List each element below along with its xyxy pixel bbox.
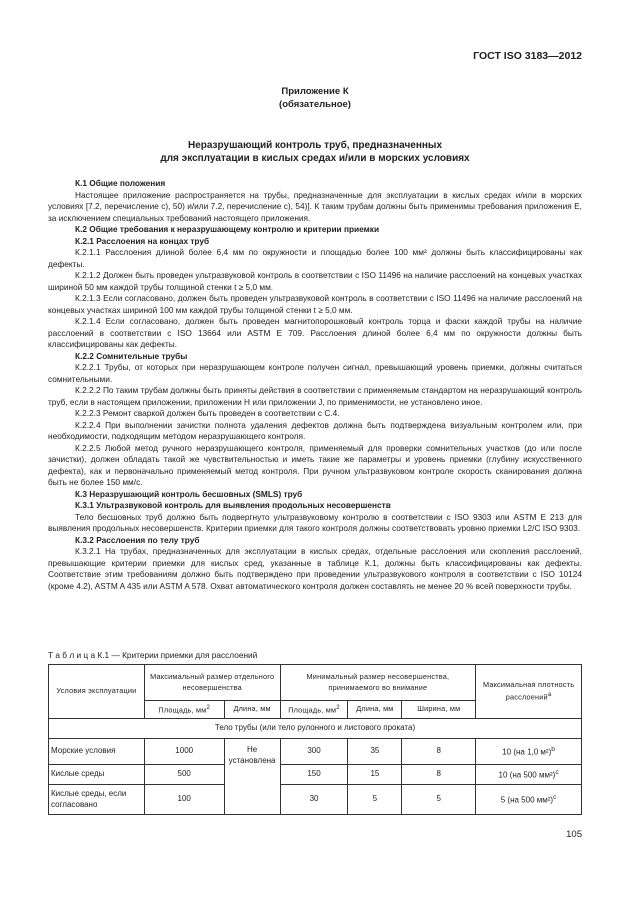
- acceptance-criteria-table: [48, 664, 582, 815]
- clause-heading: К.2.1 Расслоения на концах труб: [75, 235, 210, 246]
- min-area-cell: 300: [280, 739, 348, 765]
- paragraph: К.2.2.3 Ремонт сваркой должен быть проведен в соответствии с С.4.: [75, 408, 340, 418]
- header-max-size: Максимальный размер отдельного несовершенства: [144, 665, 280, 701]
- clause-heading: К.3.1 Ультразвуковой контроль для выявления продольных несовершенств: [75, 500, 391, 510]
- paragraph: Тело бесшовных труб должно быть подвергнуто ультразвуковому контролю в соответствии с ISO 9303 или ASTM E 213 для выявления продольных несовершенств. Критерии приемки для такого контроля должны соответствовать уровню приемки L2/C ISO 9303.: [48, 511, 582, 533]
- annex-title: Приложение К: [281, 86, 349, 97]
- paragraph: К.2.1.3 Если согласовано, должен быть проведен ультразвуковой контроль в соответствии с ISO 11496 на наличие расслоений на концевых участках шириной 100 мм каждой трубы толщиной стенки t ≥ 5,0 мм.: [48, 293, 582, 315]
- header-area: Площадь, $мм^2$: [144, 701, 224, 719]
- header-density: Максимальная плотность расслоений$^a$: [476, 665, 582, 719]
- header-area-min: Площадь, $мм^2$: [280, 701, 348, 719]
- density-cell: 10 (на 1,0 м²)$^b$: [476, 739, 582, 765]
- clause-heading: К.2 Общие требования к неразрушающему контролю и критерии приемки: [75, 224, 380, 234]
- paragraph: К.2.2.2 По таким трубам должны быть приняты действия в соответствии с применяемым стандартом на неразрушающий контроль труб, если в настоящем приложении, приложении Н или приложении J, по применимости, не установлено иное.: [48, 385, 582, 407]
- header-length: Длина, мм: [224, 701, 280, 719]
- clause-heading: К.1 Общие положения: [75, 178, 166, 188]
- header-length-min: Длина, мм: [348, 701, 402, 719]
- table-row: [49, 765, 582, 785]
- min-length-cell: 15: [348, 765, 402, 785]
- min-length-cell: 5: [348, 785, 402, 815]
- clause-heading: К.3.2 Расслоения по телу труб: [75, 534, 200, 545]
- paragraph: К.2.2.5 Любой метод ручного неразрушающего контроля, применяемый для проверки сомнительных участков (до или после зачистки), должен обладать такой же чувствительностью и иметь такие же параметры и уровень приемки (глубину искусственного дефекта), как и первоначально применяемый метод контроля. При ручном ультразвуковом контроле скорость сканирования должна быть не более 150 мм/с.: [48, 442, 582, 487]
- length-not-set: Не установлена: [224, 739, 280, 815]
- area-cell: 500: [144, 765, 224, 785]
- min-length-cell: 35: [348, 739, 402, 765]
- table-caption: Т а б л и ц а К.1 — Критерии приемки для расслоений: [48, 650, 258, 660]
- annex-status: (обязательное): [279, 99, 351, 110]
- body-text: [48, 178, 582, 592]
- paragraph: К.3.2.1 На трубах, предназначенных для эксплуатации в кислых средах, отдельные расслоения или скопления расслоений, превышающие критерии приемки для кислых сред, указанные в таблице К.1, должны быть классифицированы как дефекты. Соответствие этим требованиям должно быть подтверждено при проведении ультразвукового контроля в соответствии с ISO 10124 (кроме 4.2), ASTM A 435 или ASTM A 578. Охват автоматического контроля должен составлять не менее 20 % всей поверхности трубы.: [48, 546, 582, 591]
- condition-cell: Кислые среды: [49, 765, 145, 785]
- clause-heading: К.2.2 Сомнительные трубы: [75, 350, 188, 361]
- table-row: [49, 785, 582, 815]
- min-width-cell: 5: [402, 785, 476, 815]
- standard-header: ГОСТ ISO 3183—2012: [473, 50, 582, 62]
- section-row: Тело трубы (или тело рулонного и листового проката): [49, 719, 582, 739]
- page-number: 105: [566, 829, 582, 840]
- density-cell: 5 (на 500 мм²)$^c$: [476, 785, 582, 815]
- condition-cell: Морские условия: [49, 739, 145, 765]
- header-width: Ширина, мм: [402, 701, 476, 719]
- clause-heading: К.3 Неразрушающий контроль бесшовных (SMLS) труб: [75, 488, 303, 499]
- density-cell: 10 (на 500 мм²)$^c$: [476, 765, 582, 785]
- area-cell: 1000: [144, 739, 224, 765]
- paragraph: К.2.1.2 Должен быть проведен ультразвуковой контроль в соответствии с ISO 11496 на наличие расслоений на концевых участках шириной 50 мм каждой трубы толщиной стенки t ≥ 5,0 мм.: [48, 270, 582, 292]
- min-width-cell: 8: [402, 739, 476, 765]
- min-width-cell: 8: [402, 765, 476, 785]
- min-area-cell: 30: [280, 785, 348, 815]
- paragraph: К.2.2.1 Трубы, от которых при неразрушающем контроле получен сигнал, превышающий уровень приемки, должны считаться сомнительными.: [48, 362, 582, 384]
- section-title-line1: Неразрушающий контроль труб, предназначенных: [187, 140, 443, 151]
- area-cell: 100: [144, 785, 224, 815]
- paragraph: К.2.1.1 Расслоения длиной более 6,4 мм по окружности и площадью более 100 мм² должны быть классифицированы как дефекты.: [48, 247, 582, 269]
- paragraph: К.2.1.4 Если согласовано, должен быть проведен магнитопорошковый контроль торца и фаски каждой трубы на наличие расслоений в соответствии с ISO 13664 или ASTM E 709. Расслоения длиной более 6,4 мм по окружности должны быть классифицированы как дефекты.: [48, 316, 582, 349]
- min-area-cell: 150: [280, 765, 348, 785]
- header-min-size: Минимальный размер несовершенства, принимаемого во внимание: [280, 665, 476, 701]
- table-row: [49, 739, 582, 765]
- paragraph: Настоящее приложение распространяется на трубы, предназначенные для эксплуатации в кислых средах и/или в морских условиях [7.2, перечисление с), 50) и/или 7.2, перечисление с), 54)]. К таким трубам должны быть применимы требования приложения Е, за исключением специальных требований настоящего приложения.: [48, 189, 582, 223]
- paragraph: К.2.2.4 При выполнении зачистки полнота удаления дефектов должна быть подтверждена визуальным контролем или, при необходимости, подходящим методом неразрушающего контроля.: [48, 419, 582, 441]
- section-title-line2: для эксплуатации в кислых средах и/или в морских условиях: [160, 153, 470, 164]
- condition-cell: Кислые среды, если согласовано: [49, 785, 145, 815]
- header-conditions: Условия эксплуатации: [49, 665, 145, 719]
